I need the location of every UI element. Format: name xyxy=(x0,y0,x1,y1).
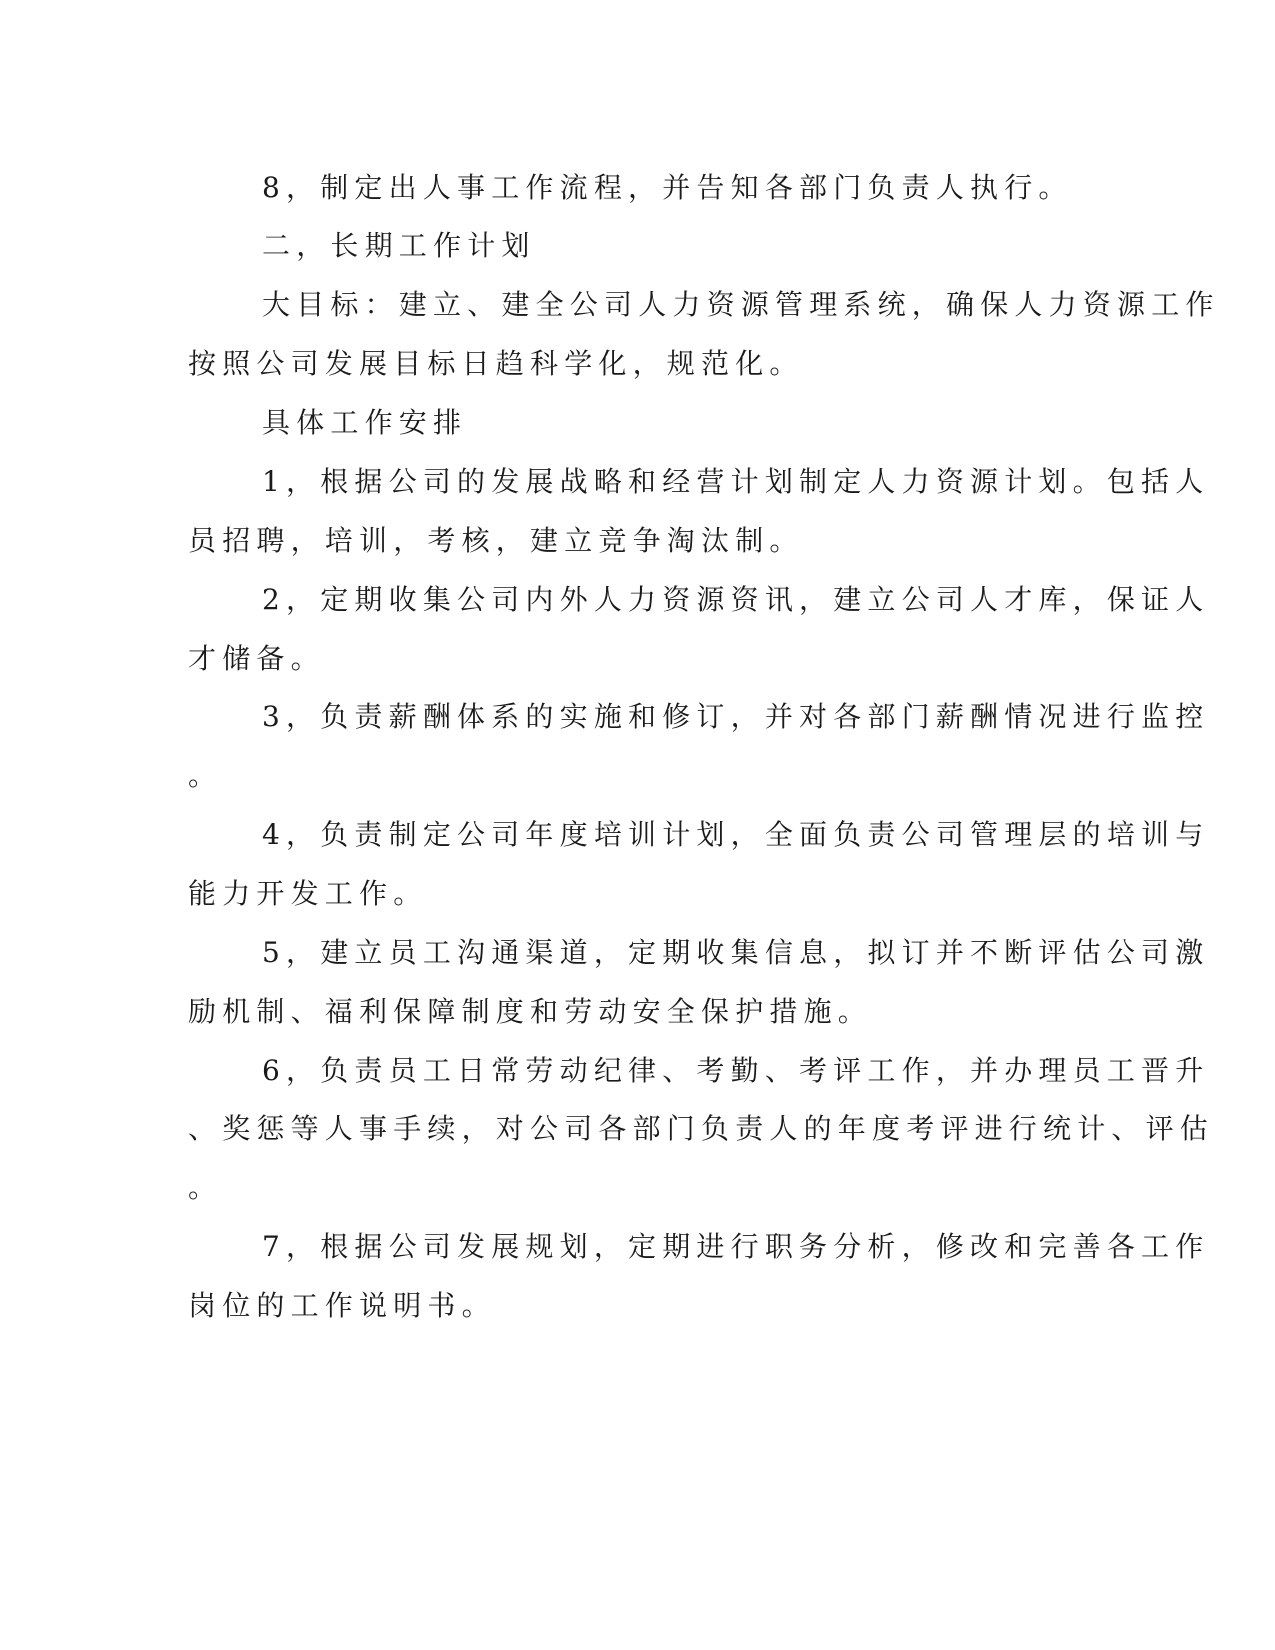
text-line: 才储备。 xyxy=(188,642,325,675)
text-line: 按照公司发展目标日趋科学化，规范化。 xyxy=(188,347,804,380)
text-line: 大目标：建立、建全公司人力资源管理系统，确保人力资源工作 xyxy=(262,288,1220,321)
text-line: 岗位的工作说明书。 xyxy=(188,1289,496,1322)
text-line: 员招聘，培训，考核，建立竞争淘汰制。 xyxy=(188,524,804,557)
text-line: 。 xyxy=(188,759,223,792)
text-line: 5，建立员工沟通渠道，定期收集信息，拟订并不断评估公司激 xyxy=(262,936,1210,969)
text-line: 1，根据公司的发展战略和经营计划制定人力资源计划。包括人 xyxy=(262,465,1210,498)
text-line: 8，制定出人事工作流程，并告知各部门负责人执行。 xyxy=(262,171,1073,204)
text-line: 、奖惩等人事手续，对公司各部门负责人的年度考评进行统计、评估 xyxy=(188,1112,1215,1145)
section-heading: 二，长期工作计划 xyxy=(262,229,536,262)
text-line: 7，根据公司发展规划，定期进行职务分析，修改和完善各工作 xyxy=(262,1230,1210,1263)
text-line: 励机制、福利保障制度和劳动安全保护措施。 xyxy=(188,995,873,1028)
text-line: 能力开发工作。 xyxy=(188,877,428,910)
text-line: 6，负责员工日常劳动纪律、考勤、考评工作，并办理员工晋升 xyxy=(262,1054,1210,1087)
text-line: 4，负责制定公司年度培训计划，全面负责公司管理层的培训与 xyxy=(262,818,1210,851)
text-line: 。 xyxy=(188,1171,223,1204)
text-line: 2，定期收集公司内外人力资源资讯，建立公司人才库，保证人 xyxy=(262,583,1210,616)
subsection-heading: 具体工作安排 xyxy=(262,406,468,439)
text-line: 3，负责薪酬体系的实施和修订，并对各部门薪酬情况进行监控 xyxy=(262,700,1210,733)
